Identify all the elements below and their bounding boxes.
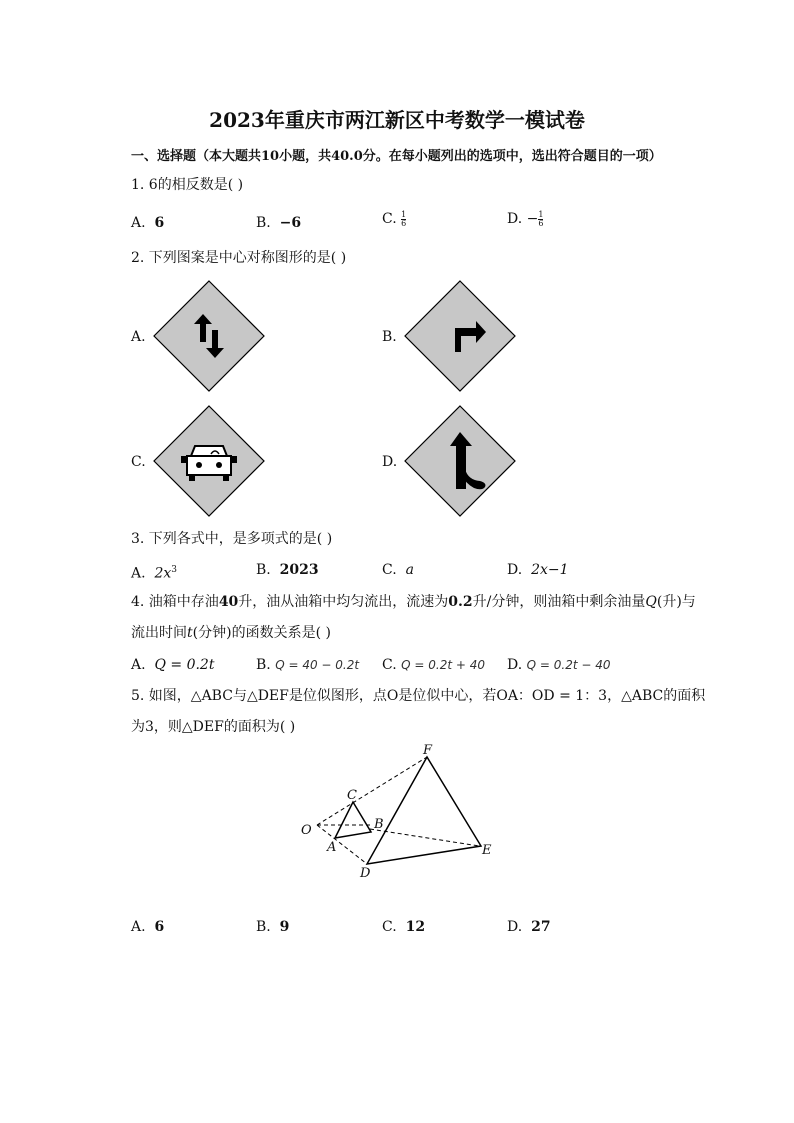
point-e-label: E xyxy=(482,843,492,858)
q1-option-a xyxy=(131,214,164,232)
stem-text: (分钟)的函数关系是( ) xyxy=(192,625,331,641)
stem-number: 0.2 xyxy=(448,594,473,610)
fraction-denominator: 6 xyxy=(538,218,544,228)
stem-text: 4. 油箱中存油 xyxy=(131,594,219,610)
q2-option-a-label: A. xyxy=(131,329,146,345)
point-f-label: F xyxy=(423,743,433,758)
option-value: 6 xyxy=(154,215,165,231)
q1-option-c xyxy=(382,210,406,228)
stem-variable: Q xyxy=(645,594,657,610)
q3-option-a xyxy=(131,561,177,583)
fraction-denominator: 6 xyxy=(401,218,407,228)
q2-option-d-label: D. xyxy=(382,454,398,470)
point-a-label: A xyxy=(327,840,337,855)
question-5-stem-line2: 为3，则△DEF的面积为( ) xyxy=(131,719,296,735)
q3-option-c xyxy=(382,561,414,579)
q1-option-b xyxy=(256,214,301,232)
q4-option-d xyxy=(507,656,611,674)
up-down-arrows-sign-icon xyxy=(153,280,265,392)
question-3-stem: 3. 下列各式中，是多项式的是( ) xyxy=(131,531,333,547)
q3-option-b xyxy=(256,561,319,579)
page-title: 2023年重庆市两江新区中考数学一模试卷 xyxy=(209,108,585,132)
option-label: C. xyxy=(382,562,397,578)
question-1-stem: 1. 6的相反数是( ) xyxy=(131,177,244,193)
question-5-stem-line1: 5. 如图，△ABC与△DEF是位似图形，点O是位似中心，若OA：OD = 1：3，△ABC的面积 xyxy=(131,688,706,704)
section-heading: 一、选择题（本大题共10小题，共40.0分。在每小题列出的选项中，选出符合题目的一项） xyxy=(131,149,662,164)
option-value: 2x−1 xyxy=(531,562,569,578)
q1-option-d xyxy=(507,210,543,228)
fraction-numerator: 1 xyxy=(538,209,544,219)
triangle-def xyxy=(367,757,481,864)
option-label: D. xyxy=(507,211,523,227)
option-label: B. xyxy=(256,562,271,578)
option-label: D. xyxy=(507,919,523,935)
stem-text: 升/分钟，则油箱中剩余油量 xyxy=(472,594,646,610)
option-label: C. xyxy=(382,657,397,673)
option-label: A. xyxy=(131,657,146,673)
option-value: 2x xyxy=(154,565,172,582)
car-sign-icon xyxy=(153,405,265,517)
similar-triangles-figure xyxy=(295,740,505,885)
option-label: D. xyxy=(507,657,523,673)
fraction xyxy=(538,211,543,228)
option-label: A. xyxy=(131,565,146,582)
option-label: A. xyxy=(131,919,146,935)
point-d-label: D xyxy=(360,866,371,881)
option-label: C. xyxy=(382,919,397,935)
option-value: Q = 0.2t + 40 xyxy=(401,658,485,672)
option-value: 12 xyxy=(405,919,426,935)
stem-text: 流出时间 xyxy=(131,625,187,641)
option-value: a xyxy=(405,562,414,578)
question-4-stem-line2 xyxy=(131,624,331,642)
stem-number: 40 xyxy=(218,594,239,610)
option-value: 6 xyxy=(154,919,165,935)
fraction xyxy=(401,211,406,228)
right-turn-arrow-sign-icon xyxy=(404,280,516,392)
ray-od xyxy=(317,825,367,864)
q2-option-c-label: C. xyxy=(131,454,146,470)
merge-arrow-sign-icon xyxy=(404,405,516,517)
q4-option-a xyxy=(131,656,214,674)
option-label: B. xyxy=(256,215,271,231)
point-b-label: B xyxy=(374,817,384,832)
stem-text: (升)与 xyxy=(656,594,696,610)
q3-option-d xyxy=(507,561,569,579)
option-label: C. xyxy=(382,211,397,227)
q4-option-c xyxy=(382,656,485,674)
q5-option-a xyxy=(131,918,164,936)
option-value: 27 xyxy=(531,919,551,935)
option-value: 9 xyxy=(279,919,290,935)
point-c-label: C xyxy=(347,788,357,803)
q5-option-b xyxy=(256,918,289,936)
stem-variable: t xyxy=(187,625,193,641)
option-value: Q = 40 − 0.2t xyxy=(275,658,360,672)
ray-be xyxy=(370,829,479,846)
option-value: Q = 0.2t xyxy=(154,657,215,673)
fraction-sign: − xyxy=(526,211,539,227)
option-label: A. xyxy=(131,215,146,231)
ray-of xyxy=(317,757,427,825)
option-label: D. xyxy=(507,562,523,578)
q5-option-d xyxy=(507,918,551,936)
option-label: B. xyxy=(256,919,271,935)
q5-option-c xyxy=(382,918,425,936)
fraction-numerator: 1 xyxy=(401,209,407,219)
option-value: 2023 xyxy=(279,562,319,578)
option-value: −6 xyxy=(279,215,302,231)
q4-option-b xyxy=(256,656,359,674)
triangle-abc xyxy=(335,802,371,838)
point-o-label: O xyxy=(301,823,312,838)
question-4-stem-line1 xyxy=(131,593,696,611)
q2-option-b-label: B. xyxy=(382,329,397,345)
question-2-stem: 2. 下列图案是中心对称图形的是( ) xyxy=(131,250,347,266)
option-value: Q = 0.2t − 40 xyxy=(526,658,611,672)
stem-text: 升，油从油箱中均匀流出，流速为 xyxy=(238,594,449,610)
option-label: B. xyxy=(256,657,271,673)
exponent: 3 xyxy=(171,565,178,575)
